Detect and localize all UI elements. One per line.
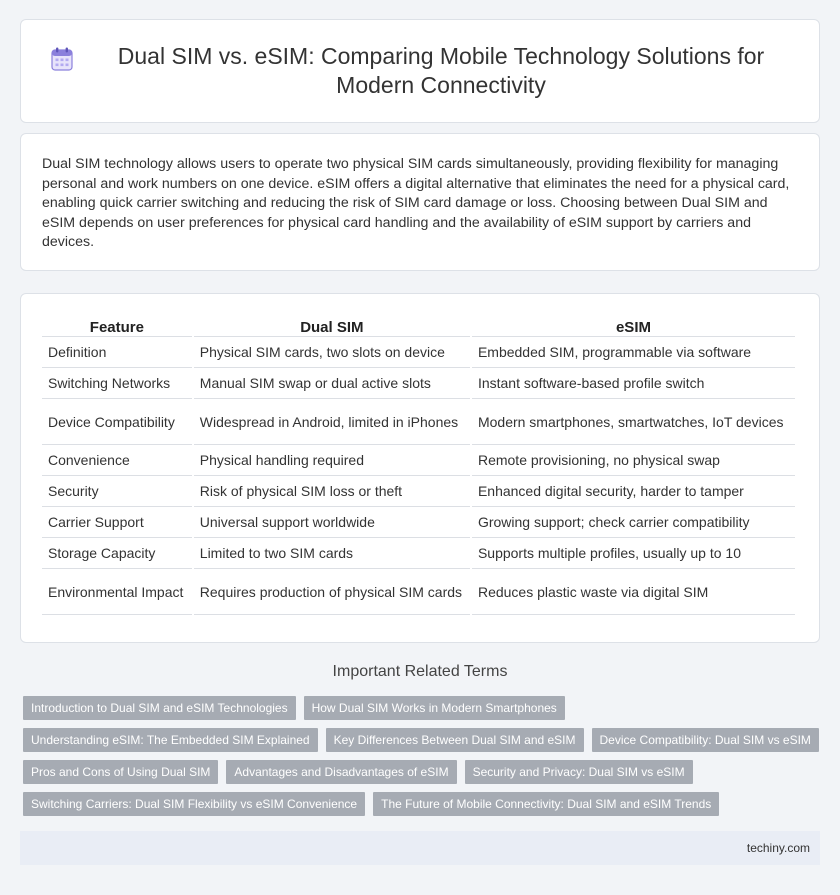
page-title: Dual SIM vs. eSIM: Comparing Mobile Technology Solutions for Modern Connectivity: [117, 43, 765, 98]
table-row: [42, 399, 795, 445]
related-term-tag[interactable]: Security and Privacy: Dual SIM vs eSIM: [465, 760, 693, 784]
feature-cell: Switching Networks: [42, 368, 192, 399]
related-term-tag[interactable]: The Future of Mobile Connectivity: Dual SIM and eSIM Trends: [373, 792, 719, 816]
esim-cell: Growing support; check carrier compatibility: [472, 507, 795, 538]
intro-card: [20, 133, 820, 271]
column-header-esim: eSIM: [472, 314, 795, 337]
table-row: [42, 368, 795, 399]
related-term-tag[interactable]: Understanding eSIM: The Embedded SIM Explained: [23, 728, 318, 752]
feature-cell: Device Compatibility: [42, 399, 192, 445]
related-term-tag[interactable]: How Dual SIM Works in Modern Smartphones: [304, 696, 565, 720]
feature-cell: Carrier Support: [42, 507, 192, 538]
related-terms-tags: [23, 696, 823, 824]
title-wrap: [21, 20, 819, 122]
esim-cell: Supports multiple profiles, usually up to 10: [472, 538, 795, 569]
dual-sim-cell: Manual SIM swap or dual active slots: [194, 368, 470, 399]
feature-cell: Environmental Impact: [42, 569, 192, 615]
tag-row: [23, 760, 823, 784]
dual-sim-cell: Risk of physical SIM loss or theft: [194, 476, 470, 507]
tag-row: [23, 792, 823, 816]
related-term-tag[interactable]: Advantages and Disadvantages of eSIM: [226, 760, 456, 784]
comparison-table: [40, 314, 797, 615]
table-row: [42, 538, 795, 569]
tag-row: [23, 696, 823, 720]
table-header-row: [42, 314, 795, 337]
feature-cell: Convenience: [42, 445, 192, 476]
feature-cell: Definition: [42, 337, 192, 368]
dual-sim-cell: Limited to two SIM cards: [194, 538, 470, 569]
intro-text: Dual SIM technology allows users to operate two physical SIM cards simultaneously, providing flexibility for managing personal and work numbers on one device. eSIM offers a digital alternative that eliminates the need for a physical card, enabling quick carrier switching and reducing the risk of SIM card damage or loss. Choosing between Dual SIM and eSIM depends on user preferences for physical card handling and the availability of eSIM support by carriers and devices.: [42, 156, 790, 250]
related-term-tag[interactable]: Key Differences Between Dual SIM and eSIM: [326, 728, 584, 752]
column-header-dual-sim: Dual SIM: [194, 314, 470, 337]
related-term-tag[interactable]: Introduction to Dual SIM and eSIM Technologies: [23, 696, 296, 720]
dual-sim-cell: Physical handling required: [194, 445, 470, 476]
dual-sim-cell: Widespread in Android, limited in iPhones: [194, 399, 470, 445]
dual-sim-cell: Universal support worldwide: [194, 507, 470, 538]
footer: [20, 831, 820, 865]
dual-sim-cell: Physical SIM cards, two slots on device: [194, 337, 470, 368]
table-row: [42, 337, 795, 368]
comparison-card: [20, 293, 820, 643]
tag-row: [23, 728, 823, 752]
related-term-tag[interactable]: Device Compatibility: Dual SIM vs eSIM: [592, 728, 819, 752]
related-term-tag[interactable]: Pros and Cons of Using Dual SIM: [23, 760, 218, 784]
related-terms-title: Important Related Terms: [332, 663, 508, 680]
table-row: [42, 507, 795, 538]
esim-cell: Embedded SIM, programmable via software: [472, 337, 795, 368]
table-row: [42, 569, 795, 615]
esim-cell: Reduces plastic waste via digital SIM: [472, 569, 795, 615]
feature-cell: Security: [42, 476, 192, 507]
table-row: [42, 476, 795, 507]
esim-cell: Modern smartphones, smartwatches, IoT devices: [472, 399, 795, 445]
related-term-tag[interactable]: Switching Carriers: Dual SIM Flexibility vs eSIM Convenience: [23, 792, 365, 816]
footer-site-name[interactable]: techiny.com: [746, 841, 810, 855]
header-card: [20, 19, 820, 123]
esim-cell: Remote provisioning, no physical swap: [472, 445, 795, 476]
esim-cell: Enhanced digital security, harder to tamper: [472, 476, 795, 507]
feature-cell: Storage Capacity: [42, 538, 192, 569]
dual-sim-cell: Requires production of physical SIM cards: [194, 569, 470, 615]
calendar-icon: [51, 47, 73, 71]
column-header-feature: Feature: [42, 314, 192, 337]
esim-cell: Instant software-based profile switch: [472, 368, 795, 399]
table-row: [42, 445, 795, 476]
